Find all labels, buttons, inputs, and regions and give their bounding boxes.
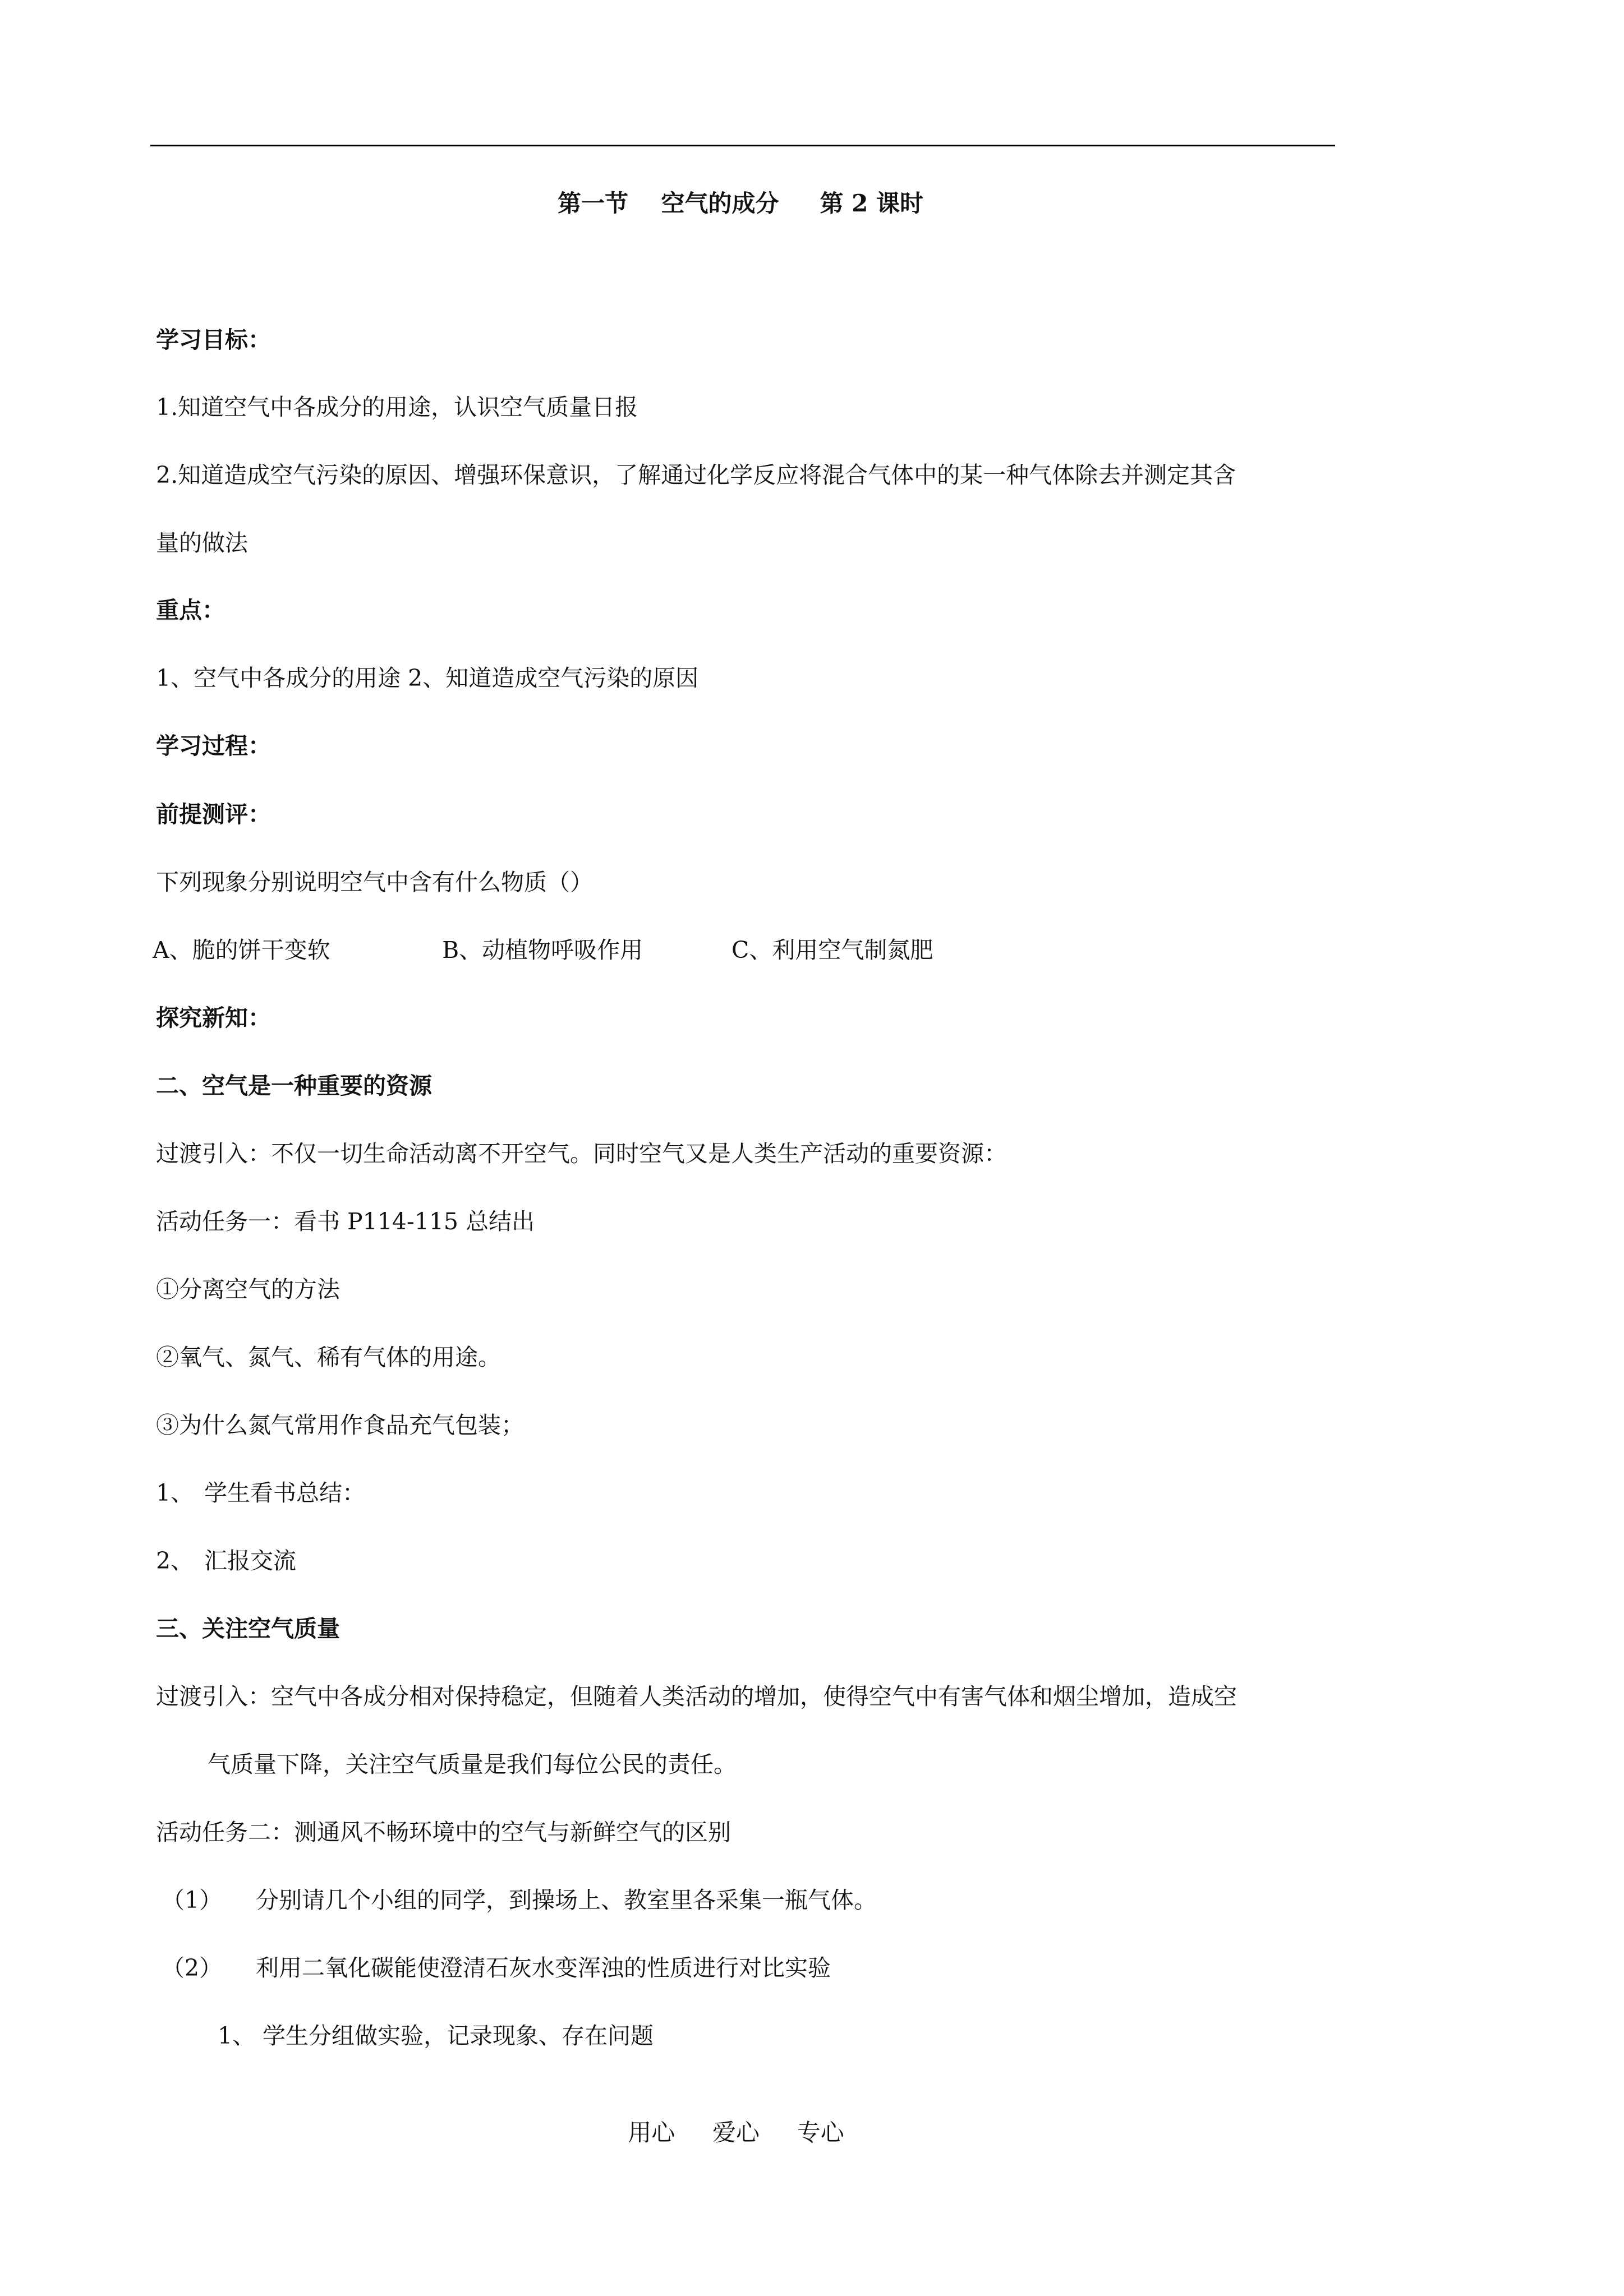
header-rule — [150, 145, 1335, 146]
section3-intro-line-2: 气质量下降，关注空气质量是我们每位公民的责任。 — [208, 1751, 737, 1778]
section2-task: 活动任务一：看书 P114-115 总结出 — [156, 1208, 535, 1235]
objective-item-2-continued: 量的做法 — [156, 529, 248, 556]
section3-task: 活动任务二：测通风不畅环境中的空气与新鲜空气的区别 — [156, 1819, 731, 1846]
section2-step-1-text: 学生看书总结： — [204, 1479, 365, 1506]
key-points-text: 1、空气中各成分的用途 2、知道造成空气污染的原因 — [156, 665, 699, 691]
section2-intro: 过渡引入：不仅一切生命活动离不开空气。同时空气又是人类生产活动的重要资源： — [156, 1140, 1007, 1167]
key-points-heading: 重点： — [156, 597, 225, 624]
section3-sub-step-text: 学生分组做实验，记录现象、存在问题 — [263, 2022, 654, 2049]
page-footer: 用心 爱心 专心 — [628, 2119, 844, 2146]
explore-heading: 探究新知： — [156, 1004, 271, 1031]
section2-heading: 二、空气是一种重要的资源 — [156, 1072, 432, 1099]
section2-step-1-number: 1、 — [156, 1479, 194, 1506]
pretest-option-b: B、动植物呼吸作用 — [442, 937, 643, 963]
process-heading: 学习过程： — [156, 732, 271, 759]
pretest-option-a: A、脆的饼干变软 — [153, 937, 330, 963]
section3-item-1-text: 分别请几个小组的同学，到操场上、教室里各采集一瓶气体。 — [256, 1887, 877, 1914]
page-title: 第一节 空气的成分 第 2 课时 — [557, 190, 924, 217]
section3-intro-line-1: 过渡引入：空气中各成分相对保持稳定，但随着人类活动的增加，使得空气中有害气体和烟尘增加，造成空 — [156, 1683, 1237, 1710]
objective-item-1: 1.知道空气中各成分的用途，认识空气质量日报 — [156, 394, 638, 421]
pretest-question: 下列现象分别说明空气中含有什么物质（） — [156, 869, 593, 896]
pretest-option-c: C、利用空气制氮肥 — [732, 937, 933, 963]
section2-step-2-number: 2、 — [156, 1547, 194, 1574]
section2-point-1: ①分离空气的方法 — [156, 1276, 340, 1303]
objectives-heading: 学习目标： — [156, 326, 271, 353]
pretest-heading: 前提测评： — [156, 801, 271, 828]
section2-point-3: ③为什么氮气常用作食品充气包装； — [156, 1412, 524, 1439]
section2-step-2-text: 汇报交流 — [204, 1547, 296, 1574]
objective-item-2: 2.知道造成空气污染的原因、增强环保意识，了解通过化学反应将混合气体中的某一种气体除去并测定其含 — [156, 462, 1236, 488]
section3-item-2-number: （2） — [162, 1954, 223, 1981]
section3-item-1-number: （1） — [162, 1887, 223, 1914]
section2-point-2: ②氧气、氮气、稀有气体的用途。 — [156, 1344, 501, 1371]
section3-heading: 三、关注空气质量 — [156, 1615, 340, 1642]
section3-item-2-text: 利用二氧化碳能使澄清石灰水变浑浊的性质进行对比实验 — [256, 1954, 831, 1981]
section3-sub-step-number: 1、 — [218, 2022, 256, 2049]
